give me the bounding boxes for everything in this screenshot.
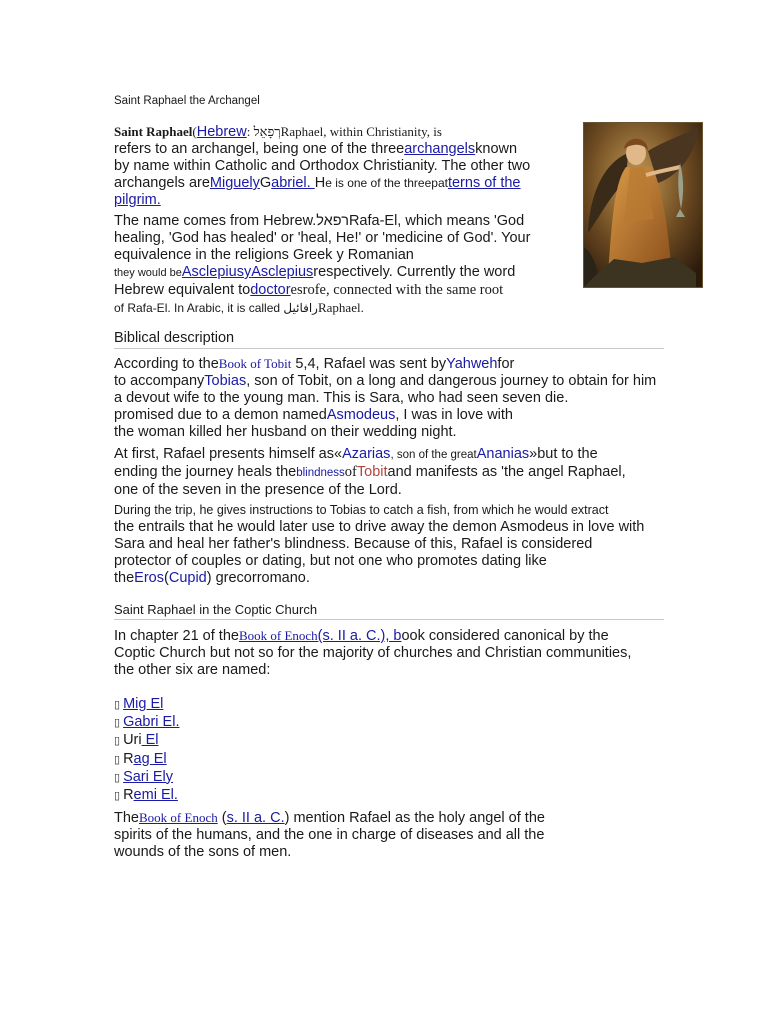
according-paragraph: According to theBook of Tobit 5,4, Rafael was sent byYahwehfor to accompanyTobias, son of Tobit, on a long and dangerous journey to obtain for him a devout wife to the young man. This is Sara, who had seen seven die. promised due to a demon namedAsmodeus, I was in love with the woman killed her husband on their wedding night. xyxy=(114,356,657,440)
book-of-tobit-link[interactable]: Book of Tobit xyxy=(218,356,292,371)
presents-himself-paragraph: At first, Rafael presents himself as«Azarias, son of the greatAnanias»but to the ending the journey heals theblindnessofTobitand manifests as 'the angel Raphael, one of the seven in the presence of the Lord. xyxy=(114,446,626,498)
angel-link-remi-el[interactable]: emi El. xyxy=(133,786,178,803)
bullet-icon: ▯ xyxy=(114,789,121,802)
book-of-enoch-link-2[interactable]: Book of Enoch xyxy=(139,810,218,825)
century-link[interactable]: (s. II a. C.), b xyxy=(317,628,402,644)
trip-paragraph: During the trip, he gives instructions to Tobias to catch a fish, from which he would extract the entrails that he would later use to drive away the demon Asmodeus in love with Sara and heal her father's blindness. Because of this, Rafael is considered protector of couples or dating, but not one who promotes dating like theEros(Cupid) grecorromano. xyxy=(114,503,645,586)
bullet-icon: ▯ xyxy=(114,753,121,766)
list-item: ▯ Uri El xyxy=(114,732,159,749)
document-title: Saint Raphael the Archangel xyxy=(114,95,260,107)
angel-link-sari-ely[interactable]: Sari Ely xyxy=(123,768,174,785)
chapter-paragraph: In chapter 21 of theBook of Enoch(s. II a. C.), book considered canonical by the Coptic Church but not so for the majority of churches and Christian communities, the other six are named: xyxy=(114,628,632,678)
gabriel-link[interactable]: abriel. xyxy=(271,175,315,191)
bullet-icon: ▯ xyxy=(114,717,121,730)
miguel-link[interactable]: Miguel xyxy=(209,175,253,191)
list-item xyxy=(114,713,179,731)
list-item: ▯ Rag El xyxy=(114,750,167,767)
bullet-icon: ▯ xyxy=(114,771,121,784)
eros-link[interactable]: Eros xyxy=(134,570,164,586)
tobias-link[interactable]: Tobias xyxy=(204,373,247,389)
patterns-link[interactable]: terns of the xyxy=(447,175,521,191)
hebrew-word: רפאל xyxy=(316,213,349,229)
angel-link-rag-el[interactable]: ag El xyxy=(133,750,167,767)
yahweh-link[interactable]: Yahweh xyxy=(446,356,498,372)
angel-link-mig-el[interactable]: Mig El xyxy=(123,696,164,712)
blindness-link[interactable]: blindness xyxy=(296,467,345,479)
arabic-word: رافائيل xyxy=(283,301,318,315)
list-item xyxy=(114,768,179,786)
tobit-link[interactable]: Tobit xyxy=(356,464,388,480)
heading-coptic-church: Saint Raphael in the Coptic Church xyxy=(114,602,664,620)
archangel-raphael-painting xyxy=(583,122,703,288)
bullet-icon: ▯ xyxy=(114,699,121,711)
bullet-icon: ▯ xyxy=(114,735,121,748)
intro-paragraph: Saint Raphael(Hebrew: רְפָאֵלRaphael, within Christianity, is refers to an archangel, being one of the threearchangelsknown by name within Catholic and Orthodox Christianity. The other two archangels areMiguelyGabriel. He is one of the threepatterns of the pilgrim. xyxy=(114,124,531,208)
ananias-link[interactable]: Ananias xyxy=(476,446,530,462)
name-origin-paragraph: The name comes from Hebrew.רפאלRafa-El, which means 'God healing, 'God has healed' or 'heal, He!' or 'medicine of God'. Your equivalence in the religions Greek y Romanian they would beAsclepiusyAsclepiusrespectively. Currently the word Hebrew equivalent todoctoresrofe, connected with the same root of Rafa-El. In Arabic, it is called رافائيلRaphael. xyxy=(114,213,531,315)
cupid-link[interactable]: Cupid xyxy=(168,570,207,586)
pilgrim-link[interactable]: pilgrim. xyxy=(114,192,161,208)
azarias-link[interactable]: Azarias xyxy=(342,446,391,462)
heading-biblical-description: Biblical description xyxy=(114,330,664,349)
angel-names-list xyxy=(114,695,179,804)
asmodeus-link[interactable]: Asmodeus xyxy=(326,407,396,423)
list-item xyxy=(114,695,179,713)
angel-link-uri-el[interactable]: El xyxy=(141,732,159,749)
asclepius-link-1[interactable]: Asclepius xyxy=(181,264,244,280)
hebrew-script: : רְפָאֵל xyxy=(246,124,281,139)
century-link-2[interactable]: s. II a. C. xyxy=(226,810,285,826)
doctor-link[interactable]: doctor xyxy=(250,282,291,298)
book-of-enoch-link[interactable]: Book of Enoch xyxy=(238,628,318,643)
saint-raphael-bold: Saint Raphael xyxy=(114,124,193,139)
book-of-enoch-paragraph: TheBook of Enoch (s. II a. C.) mention Rafael as the holy angel of the spirits of the humans, and the one in charge of diseases and all the wounds of the sons of men. xyxy=(114,810,545,860)
asclepius-link-2[interactable]: Asclepius xyxy=(251,264,314,280)
list-item: ▯ Remi El. xyxy=(114,786,178,803)
archangels-link[interactable]: archangels xyxy=(404,141,476,157)
angel-link-gabri-el[interactable]: Gabri El. xyxy=(123,714,180,731)
hebrew-link[interactable]: Hebrew xyxy=(196,124,247,140)
